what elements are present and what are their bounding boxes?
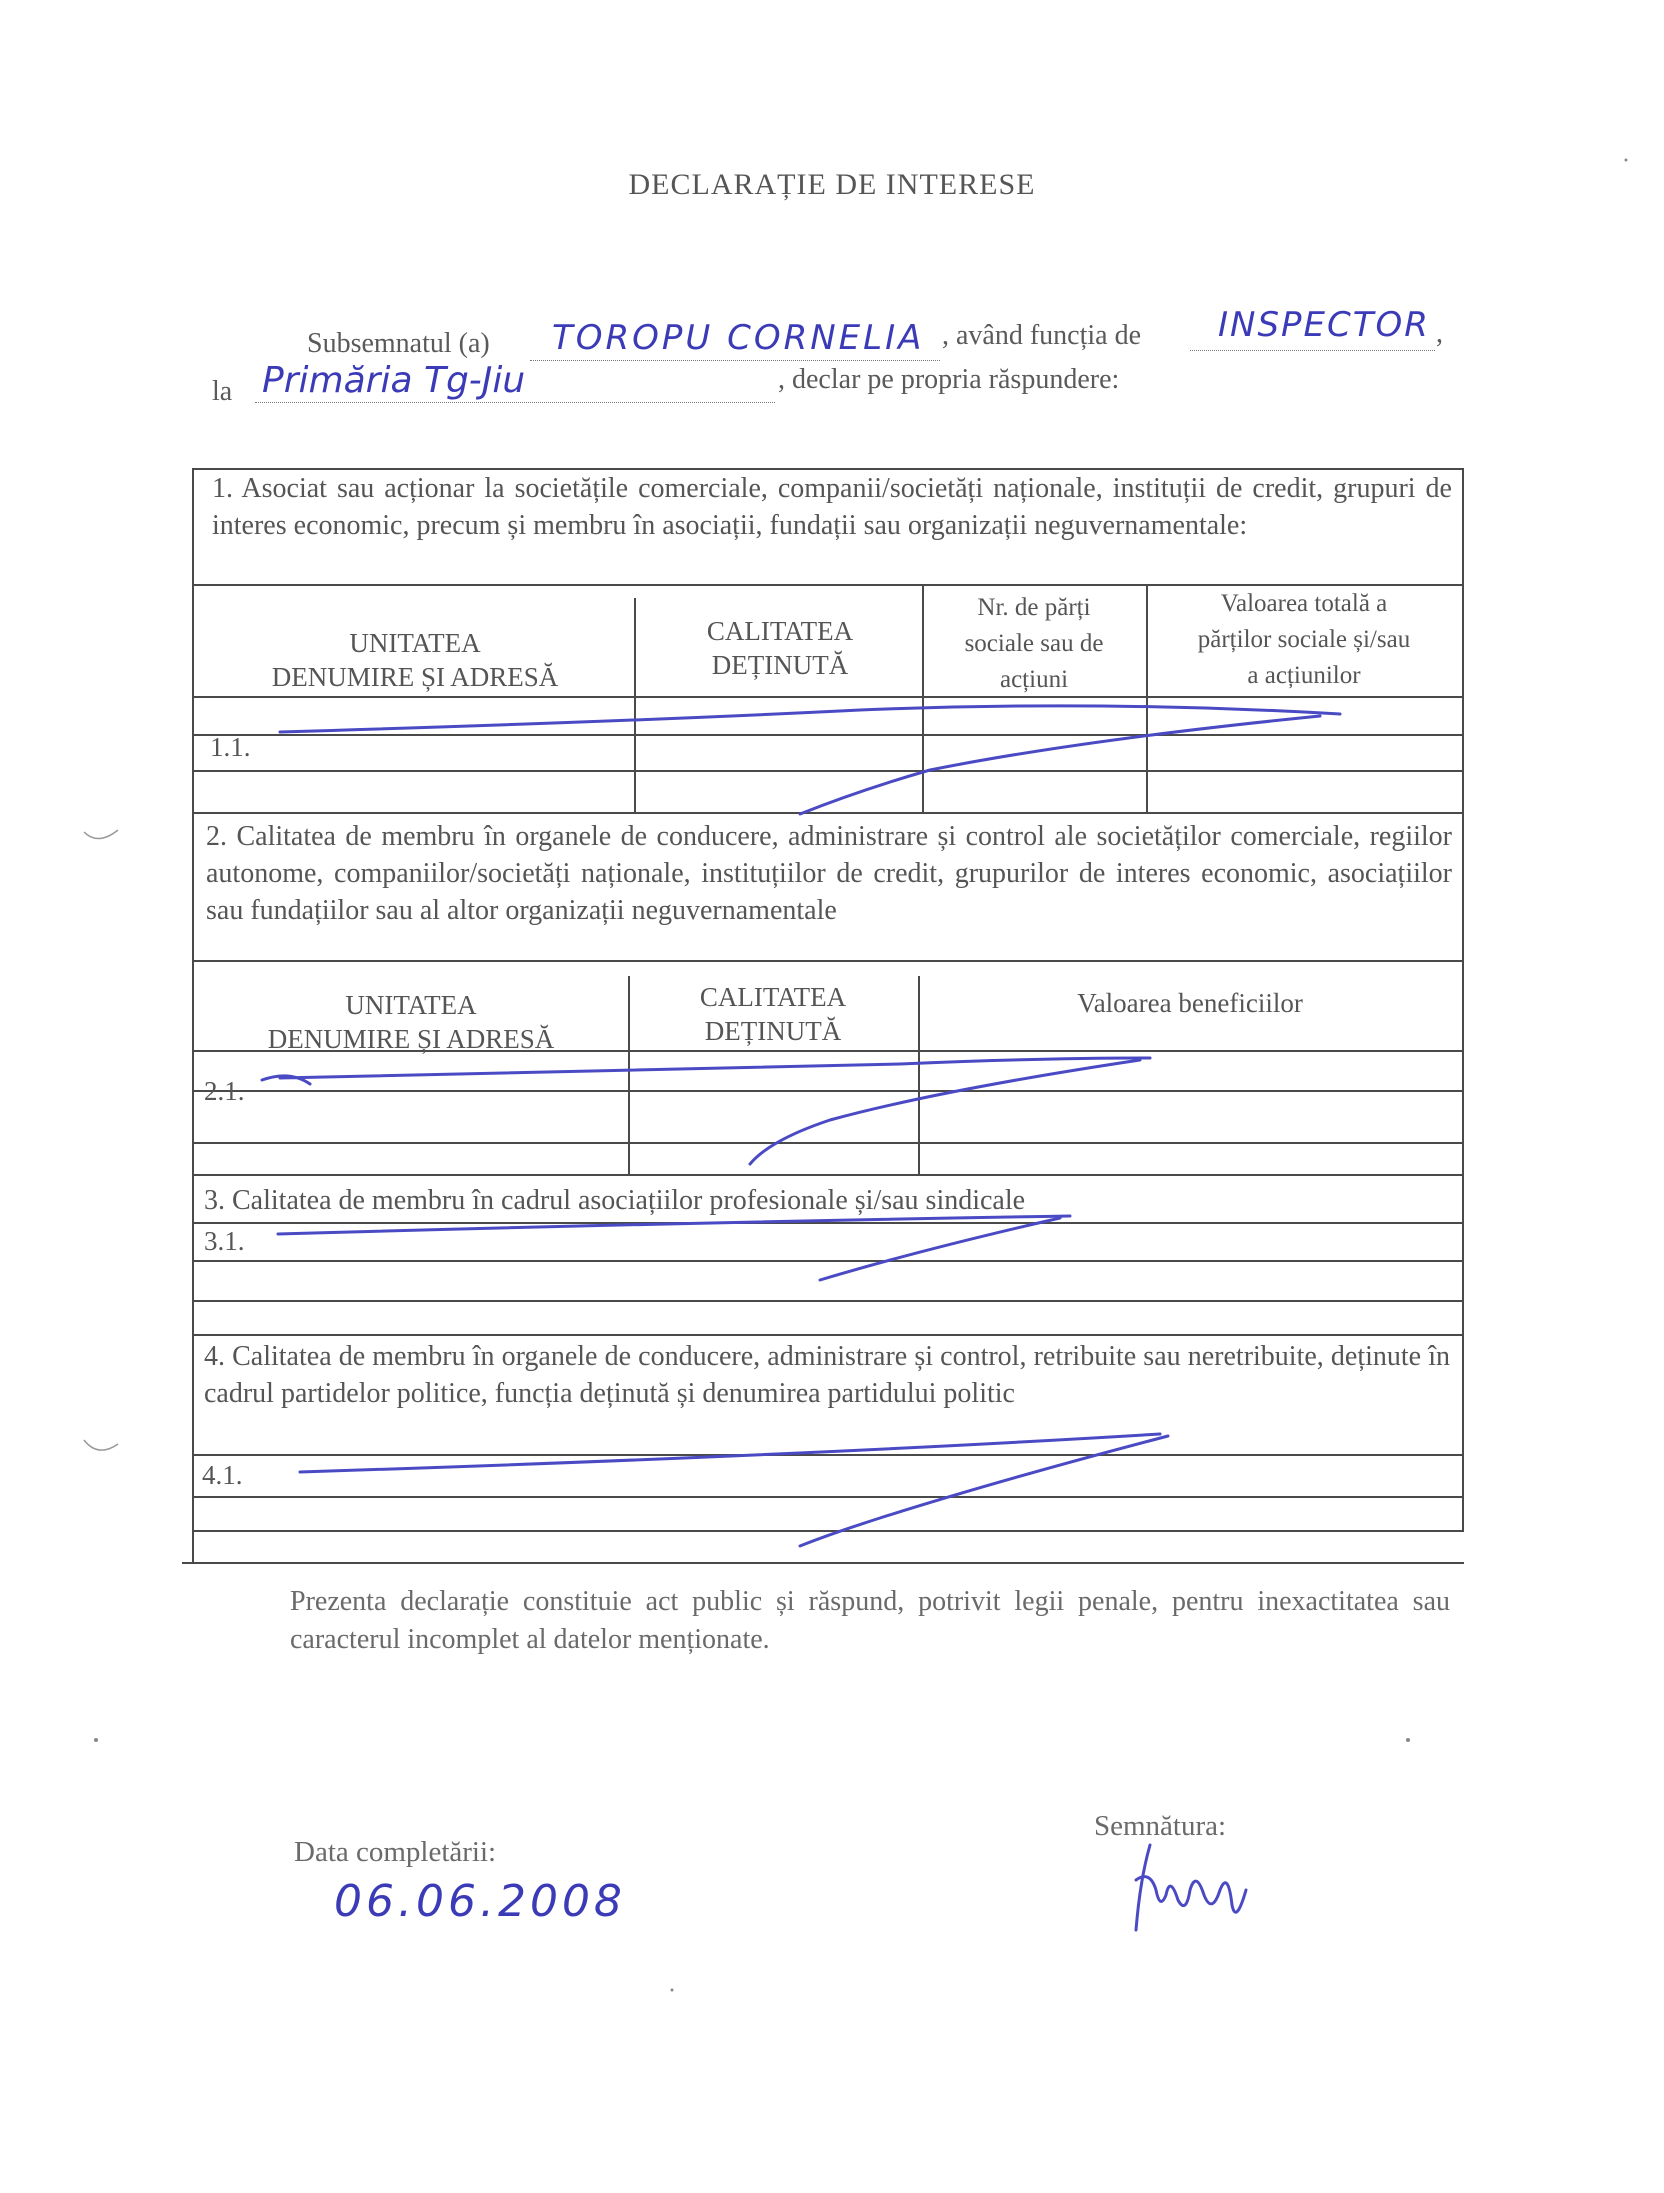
s2-cancel-diagonal [750, 1060, 1140, 1164]
section-1-heading: 1. Asociat sau acționar la societățile comerciale, companii/societăți naționale, instituții de credit, grupuri de interes economic, precum și membru în asociații, fundații sau organizații neguvernamentale: [212, 473, 1452, 541]
s1-col-unitatea: UNITATEA DENUMIRE ȘI ADRESĂ [271, 628, 559, 692]
s4-cancel-stroke [300, 1434, 1160, 1472]
declarant-function: INSPECTOR [1218, 305, 1430, 345]
s1-cancel-diagonal [800, 716, 1320, 814]
institution-name: Primăria Tg-Jiu [262, 360, 526, 401]
s1-row-label: 1.1. [210, 732, 251, 762]
s4-cancel-diagonal [800, 1436, 1168, 1546]
s4-row-label: 4.1. [202, 1460, 243, 1490]
s2-col-unitatea: UNITATEA DENUMIRE ȘI ADRESĂ [267, 990, 555, 1054]
signature-scribble [1136, 1845, 1246, 1930]
s2-col-valoarea-beneficiilor: Valoarea beneficiilor [1077, 988, 1303, 1018]
s3-row-label: 3.1. [204, 1226, 245, 1256]
document-page: DECLARAȚIE DE INTERESE Subsemnatul (a) TOROPU CORNELIA , având funcția de INSPECTOR , la Primăria Tg-Jiu , declar pe propria răspundere: 1. Asociat sau acționar la societățile comerciale, companii/societăți naționale, instituții de credit, grupuri de interes economic, precum și membru în asociații, fundații sau organizații neguvernamentale: UNITATEA DENUMIRE ȘI ADRESĂ CALITATEA DEȚINUTĂ Nr. de părți sociale sau de acțiuni Valoarea totală a părților sociale și/sau a acțiunilor 1.1. 2. Calitatea de membru în organele de conducere, administrare și control ale societăților comerciale, regiilor autonome, companiilor/societăți naționale, instituțiilor de credit, grupurilor de interes economic, asociațiilor sau fundațiilor sau al altor organizații neguvernamentale UNITATEA DENUMIRE ȘI ADRESĂ CALITATEA DEȚINUTĂ Valoarea beneficiilor 2.1. 3. Calitatea de membru în cadrul asociațiilor profesionale și/sau sindicale 3.1. 4. Calitatea de membru în organele de conducere, administrare și control, retribuite sau neretribuite, deținute în cadrul partidelor politice, funcția deținută și denumirea partidului politic 4.1. Prezenta declarație constituie act public și răspund, potrivit legii penale, pentru inexactitatea sau caracterul incomplet al datelor menționate. Data completării: 06.06.2008 Semnătura: [0, 0, 1664, 2193]
functia-label: , având funcția de [942, 320, 1142, 351]
s2-row-label: 2.1. [204, 1076, 245, 1106]
declarant-name: TOROPU CORNELIA [552, 318, 925, 358]
s1-col-nr-parti: Nr. de părți sociale sau de acțiuni [964, 594, 1104, 693]
s2-col-calitatea: CALITATEA DEȚINUTĂ [699, 982, 847, 1046]
section-2-heading: 2. Calitatea de membru în organele de conducere, administrare și control ale societăților comerciale, regiilor autonome, companiilor/societăți naționale, instituțiilor de credit, grupurilor de interes economic, asociațiilor sau fundațiilor sau al altor organizații neguvernamentale [206, 821, 1452, 926]
date-label: Data completării: [294, 1836, 497, 1868]
date-value: 06.06.2008 [334, 1876, 626, 1927]
document-title: DECLARAȚIE DE INTERESE [628, 168, 1036, 201]
section-4-heading: 4. Calitatea de membru în organele de conducere, administrare și control, retribuite sau neretribuite, deținute în cadrul partidelor politice, funcția deținută și denumirea partidului politic [204, 1341, 1450, 1409]
s3-cancel-stroke [278, 1216, 1070, 1234]
s1-cancel-stroke [280, 706, 1340, 732]
s1-col-calitatea: CALITATEA DEȚINUTĂ [706, 616, 854, 680]
s3-cancel-diagonal [820, 1218, 1060, 1280]
legal-statement: Prezenta declarație constituie act public și răspund, potrivit legii penale, pentru inexactitatea sau caracterul incomplet al datelor menționate. [290, 1586, 1450, 1655]
section-3-heading: 3. Calitatea de membru în cadrul asociațiilor profesionale și/sau sindicale [204, 1185, 1026, 1216]
la-label: la [212, 376, 233, 407]
subsemnatul-label: Subsemnatul (a) [307, 328, 490, 359]
declar-label: , declar pe propria răspundere: [778, 364, 1120, 395]
s1-col-valoarea: Valoarea totală a părților sociale și/sau a acțiunilor [1197, 590, 1411, 689]
signature-label: Semnătura: [1094, 1810, 1227, 1842]
